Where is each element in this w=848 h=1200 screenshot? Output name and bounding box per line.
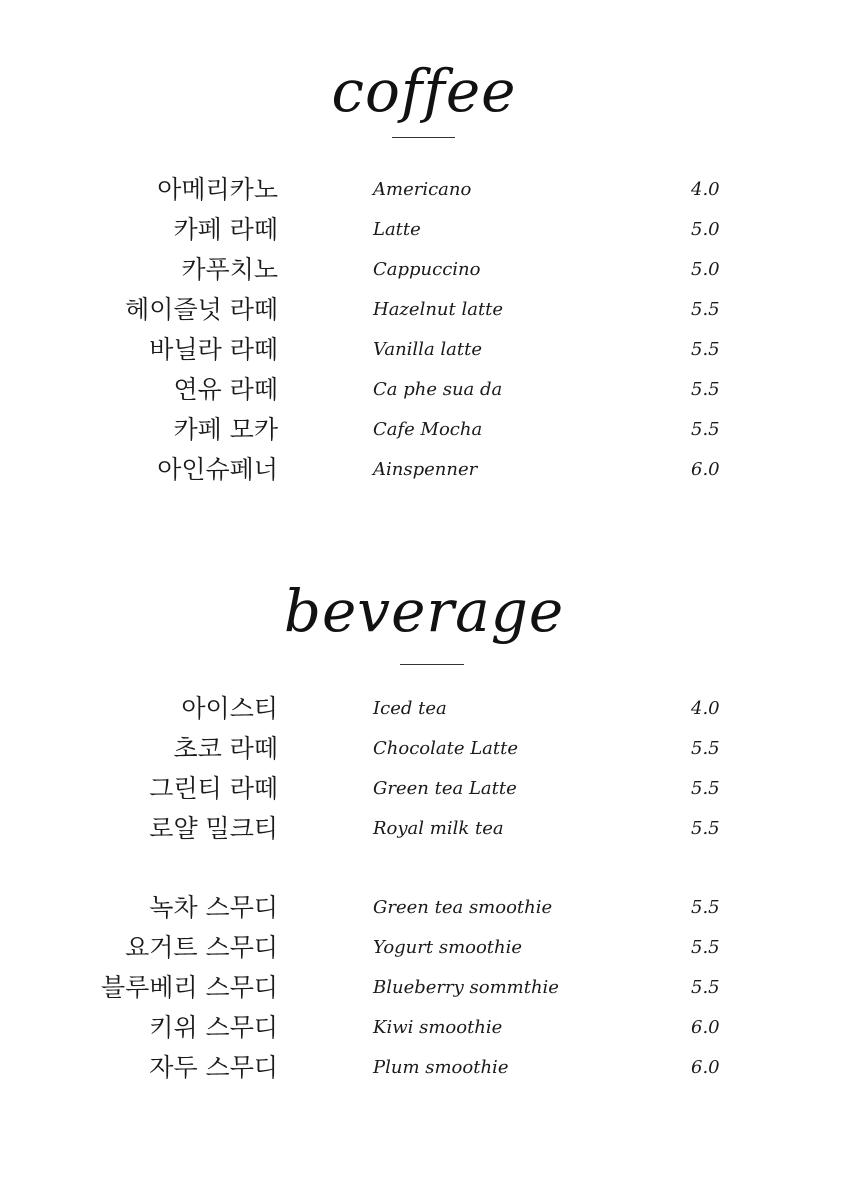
item-name-korean: 초코 라떼	[173, 734, 278, 763]
item-name-english: Ca phe sua da	[373, 379, 503, 400]
item-name-korean: 카페 라떼	[173, 215, 278, 244]
item-name-english: Chocolate Latte	[373, 738, 519, 759]
item-price: 5.5	[691, 897, 720, 918]
menu-item-green-tea-smoothie	[0, 888, 848, 928]
item-price: 5.5	[691, 419, 720, 440]
item-name-korean: 아이스티	[181, 694, 278, 723]
item-price: 5.5	[691, 818, 720, 839]
item-name-korean: 요거트 스무디	[125, 933, 278, 962]
item-name-english: Latte	[373, 219, 421, 240]
item-name-korean: 아인슈페너	[157, 455, 278, 484]
item-name-english: Ainspenner	[373, 459, 478, 480]
menu-item-royal-milk-tea	[0, 809, 848, 849]
menu-item-americano	[0, 170, 848, 210]
item-name-english: Green tea Latte	[373, 778, 517, 799]
item-price: 5.5	[691, 738, 720, 759]
item-name-english: Plum smoothie	[373, 1057, 509, 1078]
item-name-korean: 헤이즐넛 라떼	[125, 295, 278, 324]
menu-item-latte	[0, 210, 848, 250]
item-price: 6.0	[691, 459, 720, 480]
item-price: 5.5	[691, 299, 720, 320]
item-price: 5.5	[691, 379, 720, 400]
item-name-english: Americano	[373, 179, 472, 200]
item-name-english: Kiwi smoothie	[373, 1017, 503, 1038]
beverage-section-title: beverage	[283, 577, 565, 645]
item-name-korean: 바닐라 라떼	[149, 335, 278, 364]
item-price: 6.0	[691, 1057, 720, 1078]
item-name-korean: 자두 스무디	[149, 1053, 278, 1082]
item-price: 5.5	[691, 778, 720, 799]
item-price: 5.5	[691, 937, 720, 958]
item-name-korean: 로얄 밀크티	[149, 814, 278, 843]
menu-item-green-tea-latte	[0, 769, 848, 809]
menu-item-chocolate-latte	[0, 729, 848, 769]
item-name-korean: 블루베리 스무디	[101, 973, 278, 1002]
item-name-korean: 그린티 라떼	[149, 774, 278, 803]
item-price: 4.0	[691, 698, 720, 719]
menu-item-vanilla-latte	[0, 330, 848, 370]
item-price: 4.0	[691, 179, 720, 200]
item-name-english: Green tea smoothie	[373, 897, 553, 918]
item-name-english: Iced tea	[373, 698, 447, 719]
coffee-title-divider	[392, 137, 455, 138]
item-name-korean: 카푸치노	[181, 255, 278, 284]
item-name-english: Royal milk tea	[373, 818, 504, 839]
menu-item-yogurt-smoothie	[0, 928, 848, 968]
item-price: 5.5	[691, 977, 720, 998]
item-name-korean: 녹차 스무디	[149, 893, 278, 922]
item-name-korean: 연유 라떼	[173, 375, 278, 404]
item-name-korean: 키위 스무디	[149, 1013, 278, 1042]
item-name-english: Vanilla latte	[373, 339, 483, 360]
menu-item-ca-phe-sua-da	[0, 370, 848, 410]
item-name-korean: 카페 모카	[173, 415, 278, 444]
menu-item-ainspenner	[0, 450, 848, 490]
menu-item-hazelnut-latte	[0, 290, 848, 330]
menu-item-cafe-mocha	[0, 410, 848, 450]
item-price: 5.5	[691, 339, 720, 360]
item-name-english: Blueberry sommthie	[373, 977, 559, 998]
item-name-english: Cafe Mocha	[373, 419, 483, 440]
menu-item-plum-smoothie	[0, 1048, 848, 1088]
menu-item-kiwi-smoothie	[0, 1008, 848, 1048]
menu-item-blueberry-smoothie	[0, 968, 848, 1008]
item-name-english: Yogurt smoothie	[373, 937, 523, 958]
coffee-section-title: coffee	[331, 57, 517, 125]
item-name-korean: 아메리카노	[157, 175, 278, 204]
menu-item-iced-tea	[0, 689, 848, 729]
item-price: 5.0	[691, 219, 720, 240]
item-name-english: Hazelnut latte	[373, 299, 504, 320]
item-price: 6.0	[691, 1017, 720, 1038]
menu-item-cappuccino	[0, 250, 848, 290]
item-name-english: Cappuccino	[373, 259, 481, 280]
item-price: 5.0	[691, 259, 720, 280]
beverage-title-divider	[400, 664, 464, 665]
